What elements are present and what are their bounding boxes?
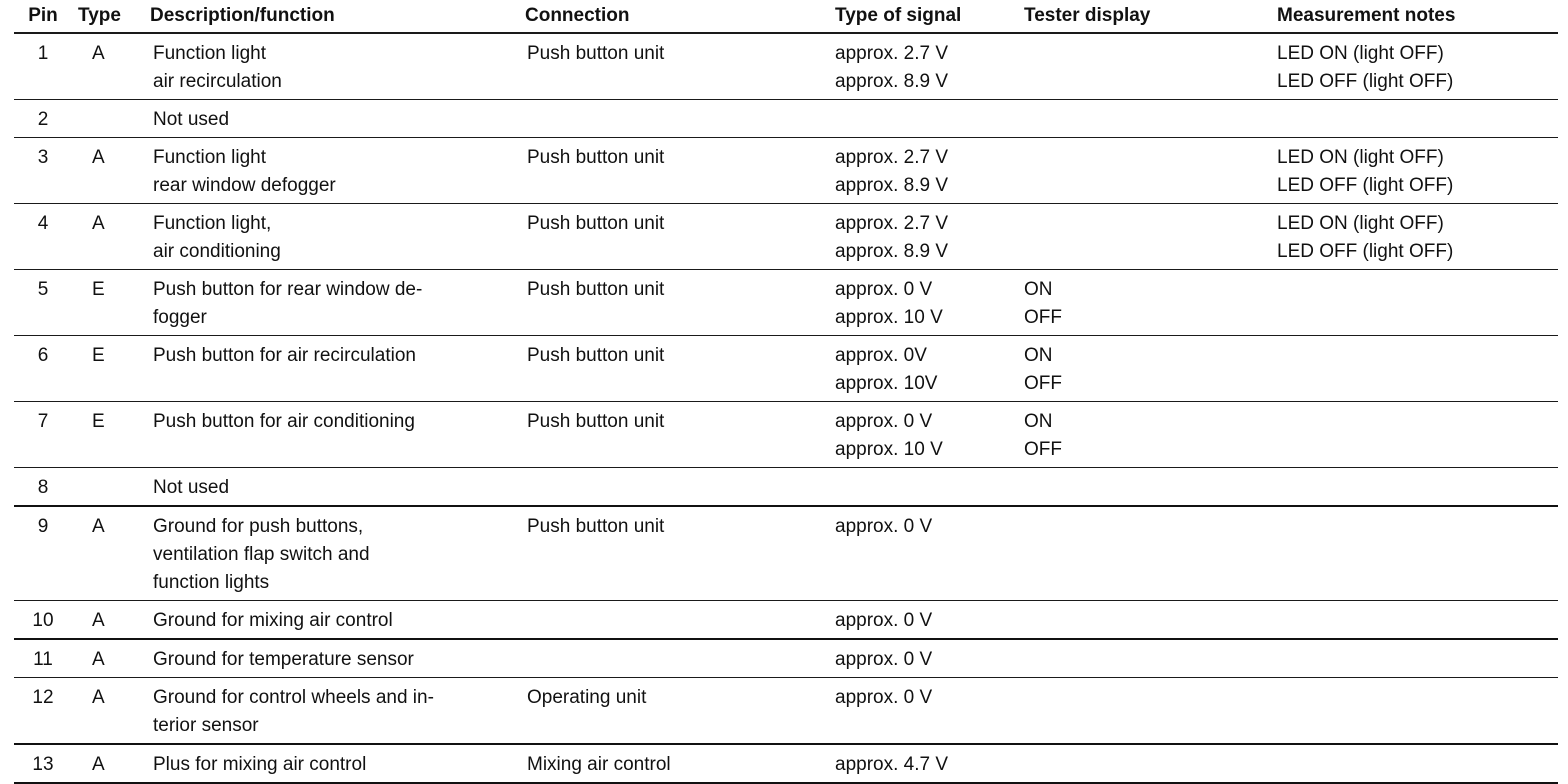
cell-pin: 4 [14,204,72,270]
cell-signal [835,506,1024,601]
cell-signal [835,204,1024,270]
table-row [14,678,1558,745]
cell-measurement-notes [1277,639,1558,678]
table-row [14,204,1558,270]
cell-measurement-notes [1277,138,1558,204]
cell-measurement-notes [1277,402,1558,468]
cell-measurement-notes-line: LED OFF (light OFF) [1277,71,1454,92]
cell-connection: Operating unit [525,678,835,745]
cell-description-line: air recirculation [153,71,282,92]
cell-tester-display [1024,270,1277,336]
cell-description-line: Push button for air conditioning [153,411,415,432]
cell-description-line: fogger [153,307,207,328]
header-row [14,0,1558,33]
cell-signal-line: approx. 0 V [835,516,933,537]
cell-signal-line: approx. 8.9 V [835,71,949,92]
cell-measurement-notes [1277,336,1558,402]
cell-type: A [72,204,150,270]
cell-signal-line: approx. 10 V [835,439,943,460]
header-connection: Connection [525,0,835,33]
cell-signal-line: approx. 8.9 V [835,241,949,262]
cell-description [150,506,525,601]
cell-description-line: air conditioning [153,241,281,262]
cell-pin: 10 [14,601,72,640]
cell-signal-line: approx. 4.7 V [835,754,949,775]
cell-signal [835,402,1024,468]
cell-signal [835,678,1024,745]
table-body [14,33,1558,783]
cell-type: A [72,506,150,601]
cell-description-line: Ground for mixing air control [153,610,393,631]
cell-signal-line: approx. 10V [835,373,938,394]
cell-type: E [72,336,150,402]
cell-description [150,138,525,204]
cell-connection: Push button unit [525,402,835,468]
table-row [14,601,1558,640]
cell-signal [835,468,1024,507]
cell-tester-display [1024,601,1277,640]
cell-description-line: Not used [153,477,230,498]
cell-tester-display [1024,506,1277,601]
cell-tester-display [1024,100,1277,138]
cell-signal-line: approx. 2.7 V [835,147,949,168]
cell-description-line: ventilation flap switch and [153,544,370,565]
cell-description [150,678,525,745]
cell-tester-display-line: OFF [1024,307,1062,328]
cell-signal [835,100,1024,138]
cell-tester-display [1024,336,1277,402]
cell-measurement-notes-line: LED ON (light OFF) [1277,147,1444,168]
cell-type: A [72,138,150,204]
table-row [14,402,1558,468]
table-row [14,744,1558,783]
cell-pin: 9 [14,506,72,601]
table-header [14,0,1558,33]
cell-description [150,100,525,138]
cell-signal-line: approx. 0V [835,345,927,366]
cell-type: A [72,639,150,678]
table-row [14,506,1558,601]
cell-signal-line: approx. 10 V [835,307,943,328]
cell-description [150,402,525,468]
cell-pin: 3 [14,138,72,204]
cell-connection [525,639,835,678]
cell-description-line: Ground for push buttons, [153,516,364,537]
header-tester: Tester display [1024,0,1277,33]
cell-pin: 2 [14,100,72,138]
cell-type [72,468,150,507]
cell-signal [835,270,1024,336]
cell-measurement-notes [1277,33,1558,100]
table-row [14,639,1558,678]
cell-description [150,639,525,678]
header-notes: Measurement notes [1277,0,1558,33]
cell-signal-line: approx. 2.7 V [835,213,949,234]
header-description: Description/function [150,0,525,33]
cell-tester-display [1024,744,1277,783]
cell-type: A [72,744,150,783]
cell-signal [835,138,1024,204]
header-pin: Pin [14,0,72,33]
cell-tester-display-line: ON [1024,411,1053,432]
table-row [14,468,1558,507]
cell-connection: Push button unit [525,33,835,100]
cell-connection [525,468,835,507]
cell-description-line: Ground for control wheels and in- [153,687,434,708]
cell-connection: Mixing air control [525,744,835,783]
cell-description [150,601,525,640]
cell-measurement-notes [1277,270,1558,336]
cell-tester-display [1024,468,1277,507]
cell-description-line: terior sensor [153,715,259,736]
cell-description-line: Push button for rear window de- [153,279,423,300]
table-row [14,33,1558,100]
cell-measurement-notes [1277,506,1558,601]
cell-description-line: Push button for air recirculation [153,345,416,366]
cell-type: E [72,270,150,336]
cell-pin: 13 [14,744,72,783]
cell-description-line: Function light [153,147,267,168]
cell-connection: Push button unit [525,506,835,601]
cell-connection [525,100,835,138]
cell-measurement-notes [1277,678,1558,745]
cell-description-line: Function light, [153,213,272,234]
cell-description [150,744,525,783]
cell-description-line: Plus for mixing air control [153,754,367,775]
cell-description [150,270,525,336]
cell-tester-display [1024,138,1277,204]
cell-tester-display [1024,33,1277,100]
cell-pin: 12 [14,678,72,745]
cell-type: E [72,402,150,468]
cell-description-line: function lights [153,572,270,593]
header-type: Type [72,0,150,33]
cell-pin: 11 [14,639,72,678]
cell-pin: 5 [14,270,72,336]
cell-connection: Push button unit [525,138,835,204]
cell-signal-line: approx. 0 V [835,279,933,300]
cell-tester-display [1024,678,1277,745]
table-row [14,138,1558,204]
cell-signal [835,601,1024,640]
cell-type [72,100,150,138]
cell-description-line: Function light [153,43,267,64]
cell-signal-line: approx. 2.7 V [835,43,949,64]
cell-signal [835,336,1024,402]
cell-description [150,33,525,100]
table-row [14,270,1558,336]
cell-signal-line: approx. 0 V [835,411,933,432]
cell-signal-line: approx. 8.9 V [835,175,949,196]
cell-measurement-notes-line: LED ON (light OFF) [1277,43,1444,64]
cell-pin: 8 [14,468,72,507]
pin-assignment-table [14,0,1558,784]
cell-type: A [72,601,150,640]
cell-measurement-notes [1277,601,1558,640]
cell-description-line: Ground for temperature sensor [153,649,414,670]
cell-measurement-notes [1277,744,1558,783]
cell-type: A [72,33,150,100]
cell-description-line: rear window defogger [153,175,336,196]
cell-signal [835,639,1024,678]
header-signal: Type of signal [835,0,1024,33]
cell-pin: 6 [14,336,72,402]
cell-tester-display [1024,204,1277,270]
cell-measurement-notes [1277,100,1558,138]
cell-tester-display-line: OFF [1024,439,1062,460]
cell-tester-display [1024,639,1277,678]
cell-signal-line: approx. 0 V [835,687,933,708]
cell-connection: Push button unit [525,336,835,402]
cell-tester-display-line: OFF [1024,373,1062,394]
cell-measurement-notes [1277,204,1558,270]
cell-pin: 7 [14,402,72,468]
cell-measurement-notes-line: LED OFF (light OFF) [1277,241,1454,262]
cell-connection [525,601,835,640]
cell-description [150,336,525,402]
cell-description [150,468,525,507]
cell-signal-line: approx. 0 V [835,649,933,670]
cell-pin: 1 [14,33,72,100]
table-row [14,100,1558,138]
cell-measurement-notes-line: LED OFF (light OFF) [1277,175,1454,196]
cell-signal [835,33,1024,100]
cell-type: A [72,678,150,745]
cell-description [150,204,525,270]
cell-signal-line: approx. 0 V [835,610,933,631]
cell-tester-display-line: ON [1024,279,1053,300]
table-row [14,336,1558,402]
cell-measurement-notes [1277,468,1558,507]
cell-connection: Push button unit [525,270,835,336]
cell-description-line: Not used [153,109,230,130]
cell-measurement-notes-line: LED ON (light OFF) [1277,213,1444,234]
cell-connection: Push button unit [525,204,835,270]
cell-tester-display-line: ON [1024,345,1053,366]
cell-signal [835,744,1024,783]
cell-tester-display [1024,402,1277,468]
